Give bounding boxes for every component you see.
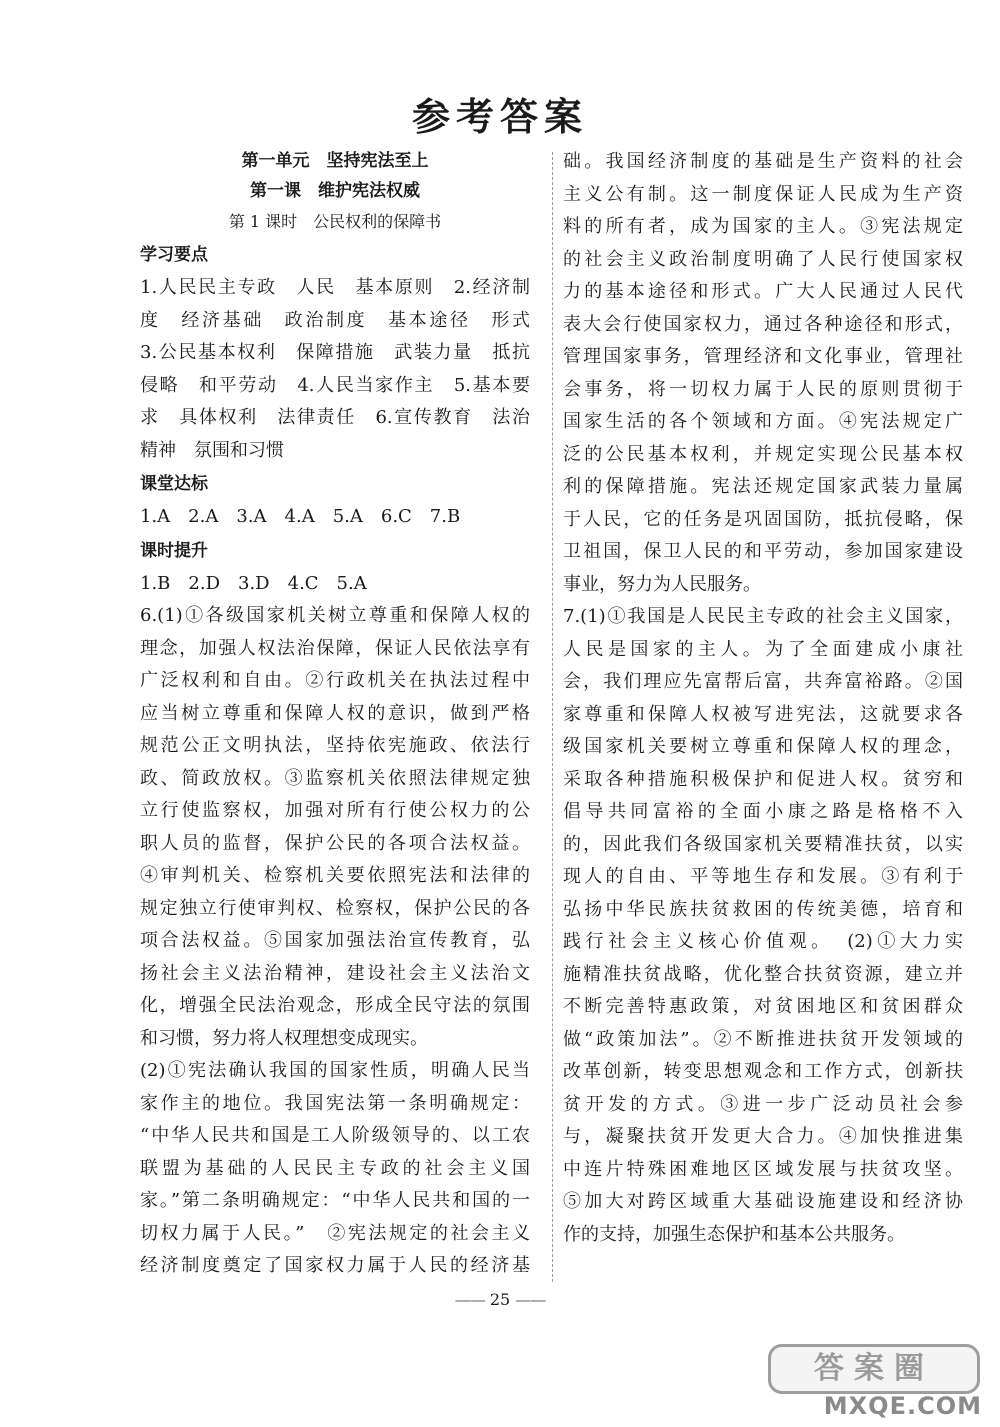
text-line: ⑤加大对跨区域重大基础设施建设和经济协: [563, 1191, 963, 1212]
text-line: 表大会行使国家权力，通过各种途径和形式，: [563, 313, 963, 335]
text-line: 采取各种措施积极保护和促进人权。贫穷和: [563, 768, 963, 790]
text-line: 应当树立尊重和保障人权的意识，做到严格: [140, 702, 530, 724]
text-line: 事业，努力为人民服务。: [563, 573, 761, 595]
text-line: 6.(1)①各级国家机关树立尊重和保障人权的: [140, 605, 530, 626]
text-line: 改革创新，转变思想观念和工作方式，创新扶: [563, 1061, 963, 1082]
text-line: 料的所有者，成为国家的主人。③宪法规定: [563, 216, 963, 237]
text-line: 家尊重和保障人权被写进宪法，这就要求各: [563, 703, 963, 725]
dash-decoration: ——: [454, 1290, 485, 1309]
text-line: 规定独立行使审判权、检察权，保护公民的各: [140, 897, 530, 919]
text-line: 会事务，将一切权力属于人民的原则贯彻于: [563, 378, 963, 400]
text-line: 7.(1)①我国是人民民主专政的社会主义国家，: [563, 606, 963, 627]
page-number: [0, 1290, 1000, 1309]
text-line: 联盟为基础的人民民主专政的社会主义国: [140, 1157, 530, 1179]
text-line: 践行社会主义核心价值观。 (2)①大力实: [563, 931, 963, 952]
text-line: 作的支持，加强生态保护和基本公共服务。: [563, 1223, 905, 1245]
page-number-value: 25: [489, 1290, 511, 1309]
text-line: 项合法权益。⑤国家加强法治宣传教育，弘: [140, 930, 530, 951]
watermark-logo: [736, 1342, 986, 1422]
text-line: 和习惯，努力将人权理想变成现实。: [140, 1027, 428, 1049]
text-line: “中华人民共和国是工人阶级领导的、以工农: [140, 1125, 530, 1146]
text-line: 政、简政放权。③监察机关依照法律规定独: [140, 767, 530, 789]
text-line: 1.人民民主专政 人民 基本原则 2.经济制: [140, 277, 530, 298]
lesson-heading: 第一课 维护宪法权威: [250, 181, 420, 201]
dash-decoration: ——: [515, 1290, 546, 1309]
text-line: 利的保障措施。宪法还规定国家武装力量属: [563, 476, 963, 497]
text-line: 卫祖国，保卫人民的和平劳动，参加国家建设: [563, 541, 963, 562]
section-heading-study-points: 学习要点: [140, 245, 208, 265]
watermark-url: MXQE.COM: [823, 1392, 982, 1420]
text-line: 弘扬中华民族扶贫救困的传统美德，培育和: [563, 898, 963, 920]
text-line: 现人的自由、平等地生存和发展。③有利于: [563, 866, 963, 887]
lesson-improve-answers: [140, 568, 530, 601]
text-line: 切权力属于人民。” ②宪法规定的社会主义: [140, 1222, 530, 1244]
text-line: 贫开发的方式。③进一步广泛动员社会参: [563, 1093, 963, 1115]
text-line: 化，增强全民法治观念，形成全民守法的氛围: [140, 995, 530, 1016]
text-line: 人民是国家的主人。为了全面建成小康社: [563, 638, 963, 660]
text-line: 广泛权利和自由。②行政机关在执法过程中: [140, 670, 530, 691]
text-line: 泛的公民基本权利，并规定实现公民基本权: [563, 443, 963, 465]
text-line: 于人民，它的任务是巩固国防，抵抗侵略，保: [563, 508, 963, 530]
text-line: 1.B 2.D 3.D 4.C 5.A: [140, 572, 367, 594]
left-column: [140, 146, 530, 1283]
text-line: (2)①宪法确认我国的国家性质，明确人民当: [140, 1060, 530, 1081]
unit-heading: 第一单元 坚持宪法至上: [241, 151, 429, 171]
right-column-text: [563, 146, 963, 1251]
text-line: 职人员的监督，保护公民的各项合法权益。: [140, 832, 530, 854]
column-divider: [552, 152, 553, 1282]
text-line: 求 具体权利 法律责任 6.宣传教育 法治: [140, 407, 530, 428]
text-line: 扬社会主义法治精神，建设社会主义法治文: [140, 962, 530, 984]
page-title: 参考答案: [411, 95, 588, 139]
right-column: [563, 146, 963, 1251]
text-line: 规范公正文明执法，坚持依宪施政、依法行: [140, 735, 530, 756]
text-line: 与，凝聚扶贫开发更大合力。④加快推进集: [563, 1126, 963, 1147]
text-line: 的社会主义政治制度明确了人民行使国家权: [563, 248, 963, 270]
text-line: ④审判机关、检察机关要依照宪法和法律的: [140, 865, 530, 886]
text-line: 经济制度奠定了国家权力属于人民的经济基: [140, 1255, 530, 1276]
section-heading-lesson-improve: 课时提升: [140, 540, 208, 561]
text-line: 度 经济基础 政治制度 基本途径 形式: [140, 309, 530, 331]
text-line: 主义公有制。这一制度保证人民成为生产资: [563, 183, 963, 205]
text-line: 家。”第二条明确规定：“中华人民共和国的一: [140, 1190, 530, 1211]
section-heading-class-check: 课堂达标: [140, 474, 208, 494]
study-points-answers: [140, 272, 530, 467]
text-line: 的，因此我们各级国家机关要精准扶贫，以实: [563, 833, 963, 855]
period-heading: 第 1 课时 公民权利的保障书: [228, 212, 442, 231]
text-line: 力的基本途径和形式。广大人民通过人民代: [563, 281, 963, 302]
text-line: 3.公民基本权利 保障措施 武装力量 抵抗: [140, 342, 530, 363]
text-line: 理念，加强人权法治保障，保证人民依法享有: [140, 637, 530, 659]
text-line: 侵略 和平劳动 4.人民当家作主 5.基本要: [140, 374, 530, 396]
text-line: 级国家机关要树立尊重和保障人权的理念，: [563, 736, 963, 757]
text-line: 1.A 2.A 3.A 4.A 5.A 6.C 7.B: [140, 506, 461, 527]
text-line: 做“政策加法”。②不断推进扶贫开发领域的: [563, 1028, 963, 1050]
text-line: 础。我国经济制度的基础是生产资料的社会: [563, 151, 963, 172]
text-line: 中连片特殊困难地区区域发展与扶贫攻坚。: [563, 1158, 963, 1180]
text-line: 不断完善特惠政策，对贫困地区和贫困群众: [563, 996, 963, 1017]
question-6-answer: [140, 600, 530, 1283]
text-line: 会，我们理应先富帮后富，共奔富裕路。②国: [563, 671, 963, 692]
text-line: 国家生活的各个领域和方面。④宪法规定广: [563, 411, 963, 432]
text-line: 家作主的地位。我国宪法第一条明确规定：: [140, 1092, 530, 1114]
text-line: 精神 氛围和习惯: [140, 439, 284, 461]
text-line: 施精准扶贫战略，优化整合扶贫资源，建立并: [563, 963, 963, 985]
watermark-badge: 答案圈: [768, 1344, 980, 1394]
text-line: 立行使监察权，加强对所有行使公权力的公: [140, 800, 530, 821]
text-line: 管理国家事务，管理经济和文化事业，管理社: [563, 346, 963, 367]
class-check-answers: [140, 501, 530, 534]
text-line: 倡导共同富裕的全面小康之路是格格不入: [563, 801, 963, 822]
